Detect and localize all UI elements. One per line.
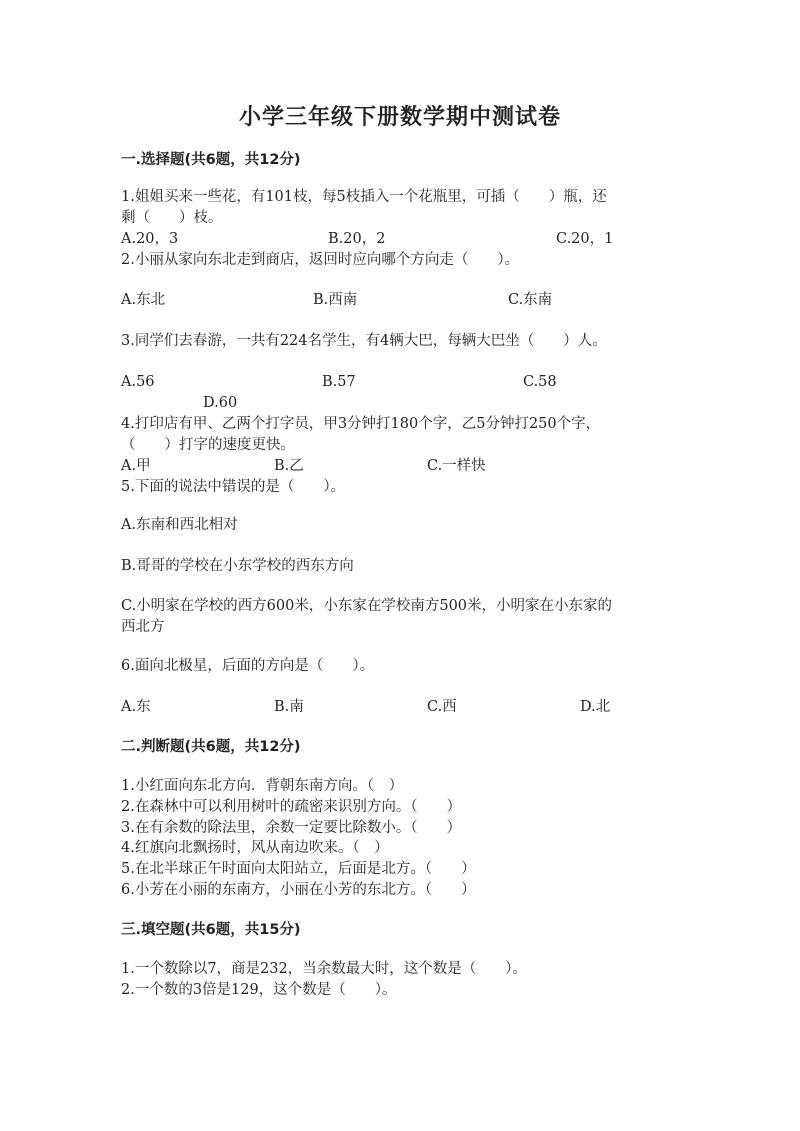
judge-item-2: 2.在森林中可以利用树叶的疏密来识别方向。（ ）	[121, 799, 462, 815]
question-1-option-c: C.20，1	[556, 231, 614, 247]
judge-item-3: 3.在有余数的除法里，余数一定要比除数小。（ ）	[121, 820, 462, 836]
question-2-option-a: A.东北	[121, 292, 166, 308]
question-5-option-c-line-1: C.小明家在学校的西方600米，小东家在学校南方500米，小明家在小东家的	[121, 598, 613, 614]
question-6-line-1: 6.面向北极星，后面的方向是（ ）。	[121, 658, 375, 674]
question-1-line-2: 剩（ ）枝。	[121, 210, 223, 226]
question-4-option-a: A.甲	[121, 458, 151, 474]
question-1-option-b: B.20，2	[328, 231, 386, 247]
question-3-line-1: 3.同学们去春游，一共有224名学生，有4辆大巴，每辆大巴坐（ ）人。	[121, 333, 607, 349]
question-2-option-c: C.东南	[508, 292, 553, 308]
question-3-option-c: C.58	[523, 374, 557, 390]
fill-item-1: 1.一个数除以7，商是232，当余数最大时，这个数是（ ）。	[121, 961, 527, 977]
question-3-option-b: B.57	[322, 374, 356, 390]
fill-item-2: 2.一个数的3倍是129，这个数是（ ）。	[121, 982, 397, 998]
question-6-option-a: A.东	[121, 699, 151, 715]
question-1-line-1: 1.姐姐买来一些花，有101枝，每5枝插入一个花瓶里，可插（ ）瓶，还	[121, 189, 607, 205]
question-2-line-1: 2.小丽从家向东北走到商店，返回时应向哪个方向走（ ）。	[121, 252, 520, 268]
question-4-line-1: 4.打印店有甲、乙两个打字员，甲3分钟打180个字，乙5分钟打250个字，	[121, 416, 601, 432]
section-heading-true-false: 二.判断题(共6题，共12分)	[121, 739, 301, 755]
question-4-option-b: B.乙	[274, 458, 304, 474]
judge-item-4: 4.红旗向北飘扬时，风从南边吹来。（ ）	[121, 840, 389, 856]
judge-item-5: 5.在北半球正午时面向太阳站立，后面是北方。（ ）	[121, 861, 476, 877]
question-3-option-a: A.56	[121, 374, 155, 390]
question-6-option-b: B.南	[274, 699, 304, 715]
question-2-option-b: B.西南	[313, 292, 358, 308]
question-5-option-a: A.东南和西北相对	[121, 517, 238, 533]
page-title: 小学三年级下册数学期中测试卷	[238, 105, 561, 130]
question-6-option-c: C.西	[427, 699, 457, 715]
question-1-option-a: A.20，3	[121, 231, 179, 247]
section-heading-choice: 一.选择题(共6题，共12分)	[121, 152, 301, 168]
section-heading-fill-blank: 三.填空题(共6题，共15分)	[121, 922, 301, 938]
question-5-line-1: 5.下面的说法中错误的是（ ）。	[121, 479, 346, 495]
judge-item-1: 1.小红面向东北方向．背朝东南方向。（ ）	[121, 778, 404, 794]
question-5-option-b: B.哥哥的学校在小东学校的西东方向	[121, 558, 354, 574]
question-4-option-c: C.一样快	[427, 458, 486, 474]
question-6-option-d: D.北	[580, 699, 611, 715]
question-3-option-d: D.60	[203, 395, 238, 411]
question-5-option-c-line-2: 西北方	[121, 619, 165, 635]
question-4-line-2: （ ）打字的速度更快。	[121, 437, 295, 453]
judge-item-6: 6.小芳在小丽的东南方，小丽在小芳的东北方。（ ）	[121, 882, 476, 898]
